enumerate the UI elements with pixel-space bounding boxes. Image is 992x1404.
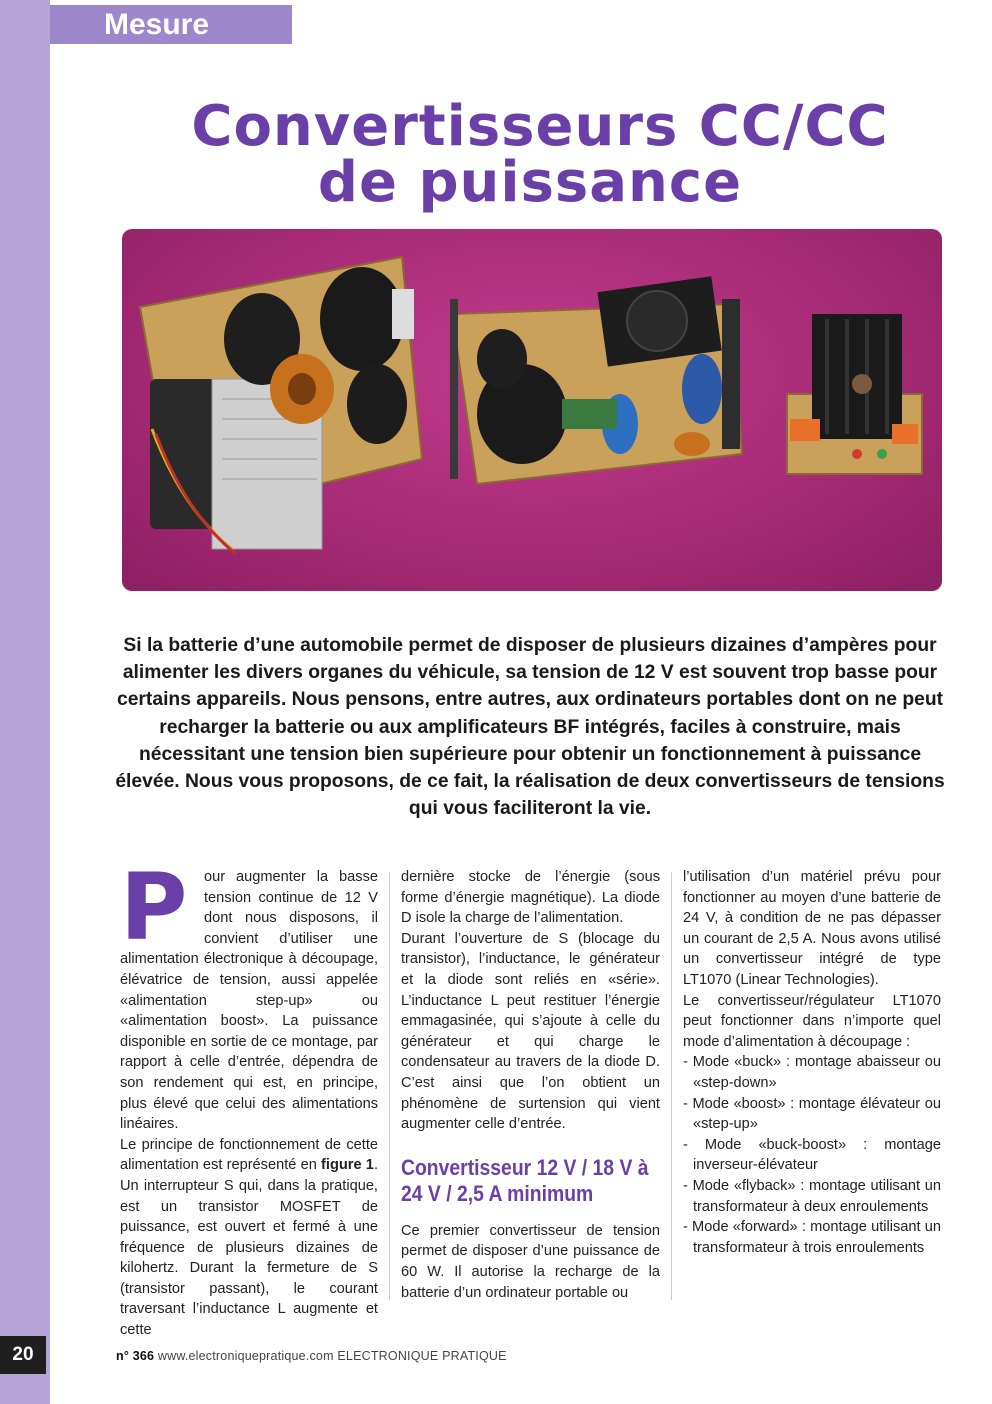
column-2 — [401, 867, 660, 1303]
title-line-1: Convertisseurs CC/CC — [191, 94, 889, 159]
column-1 — [120, 854, 378, 1341]
list-item: - Mode «forward» : montage utilisant un transformateur à trois enroulements — [683, 1219, 941, 1256]
body-paragraph — [120, 1135, 378, 1341]
subheading: Convertisseur 12 V / 18 V à 24 V / 2,5 A minimum — [401, 1154, 649, 1206]
magazine-name: ELECTRONIQUE PRATIQUE — [337, 1349, 507, 1363]
converters-illustration — [122, 229, 942, 591]
body-paragraph: Durant l’ouverture de S (blocage du transistor), l’inductance, le générateur et la diode sont reliés en «série». L’inductance L peut restituer l’énergie emmagasinée, qui s’ajoute à celle du générateur et qui charge le condensateur au travers de la diode D. C’est ainsi que l’on obtient un phénomène de surtension qui vient augmenter celle d’entrée. — [401, 930, 660, 1133]
body-text: our augmenter la basse tension continue de 12 V dont nous disposons, il convient d’utiliser une alimentation électronique à découpage, élévatrice de tension, aussi appelée «alimentation step-up» ou «alimentation boost». La puissance disponible en sortie de ce montage, par rapport à celle d’entrée, dépendra de son rendement qui est, en principe, plus élevé que celui des alimentations linéaires. — [120, 869, 378, 1133]
product-photo — [122, 229, 942, 591]
column-divider — [389, 872, 390, 1300]
section-label: Mesure — [50, 5, 292, 44]
lead-paragraph: Si la batterie d’une automobile permet de disposer de plusieurs dizaines d’ampères pour alimenter les divers organes du véhicule, sa tension de 12 V est souvent trop basse pour certains appareils. Nous pensons, entre autres, aux ordinateurs portables dont on ne peut recharger la batterie ou aux amplificateurs BF intégrés, faciles à construire, mais nécessitant une tension bien supérieure pour obtenir un fonctionnement à puissance élevée. Nous vous proposons, de ce fait, la réalisation de deux convertisseurs de tensions qui vous faciliteront la vie. — [115, 635, 945, 820]
list-item: - Mode «boost» : montage élévateur ou «step-up» — [683, 1095, 941, 1133]
body-paragraph: Ce premier convertisseur de tension permet de disposer d’une puissance de 60 W. Il autorise la recharge de la batterie d’un ordinateur portable ou — [401, 1222, 660, 1301]
drop-cap: P — [120, 854, 188, 961]
list-item: - Mode «buck-boost» : montage inverseur-élévateur — [683, 1136, 941, 1174]
list-item: - Mode «buck» : montage abaisseur ou «step-down» — [683, 1054, 941, 1091]
footer — [116, 1349, 507, 1363]
title-line-2: de puissance — [317, 150, 743, 215]
list-item: - Mode «flyback» : montage utilisant un transformateur à deux enroulements — [683, 1177, 941, 1215]
column-3 — [683, 867, 941, 1258]
body-text: Le principe de fonctionnement de cette alimentation est représenté en — [120, 1136, 378, 1174]
website-link[interactable]: www.electroniquepratique.com — [157, 1349, 334, 1363]
body-paragraph: dernière stocke de l’énergie (sous forme d’énergie magnétique). La diode D isole la charge de l’alimentation. — [401, 869, 660, 927]
page-number: 20 — [0, 1336, 46, 1374]
column-divider — [671, 872, 672, 1300]
body-text: . Un interrupteur S qui, dans la pratique, est un transistor MOSFET de puissance, est ouvert et fermé à une fréquence de plusieurs dizaines de kilohertz. Durant la fermeture de S (transistor passant), le courant traversant l’inductance L augmente et cette — [120, 1157, 378, 1339]
body-paragraph: Le convertisseur/régulateur LT1070 peut fonctionner dans n’importe quel mode d’alimentation à découpage : — [683, 992, 941, 1050]
body-paragraph: l’utilisation d’un matériel prévu pour fonctionner au moyen d’une batterie de 24 V, à condition de ne pas dépasser un courant de 2,5 A. Nous avons utilisé un convertisseur intégré de type LT1070 (Linear Technologies). — [683, 869, 941, 988]
intro-paragraph — [120, 854, 378, 1135]
issue-number: n° 366 — [116, 1349, 155, 1363]
figure-reference: figure 1 — [321, 1157, 374, 1174]
